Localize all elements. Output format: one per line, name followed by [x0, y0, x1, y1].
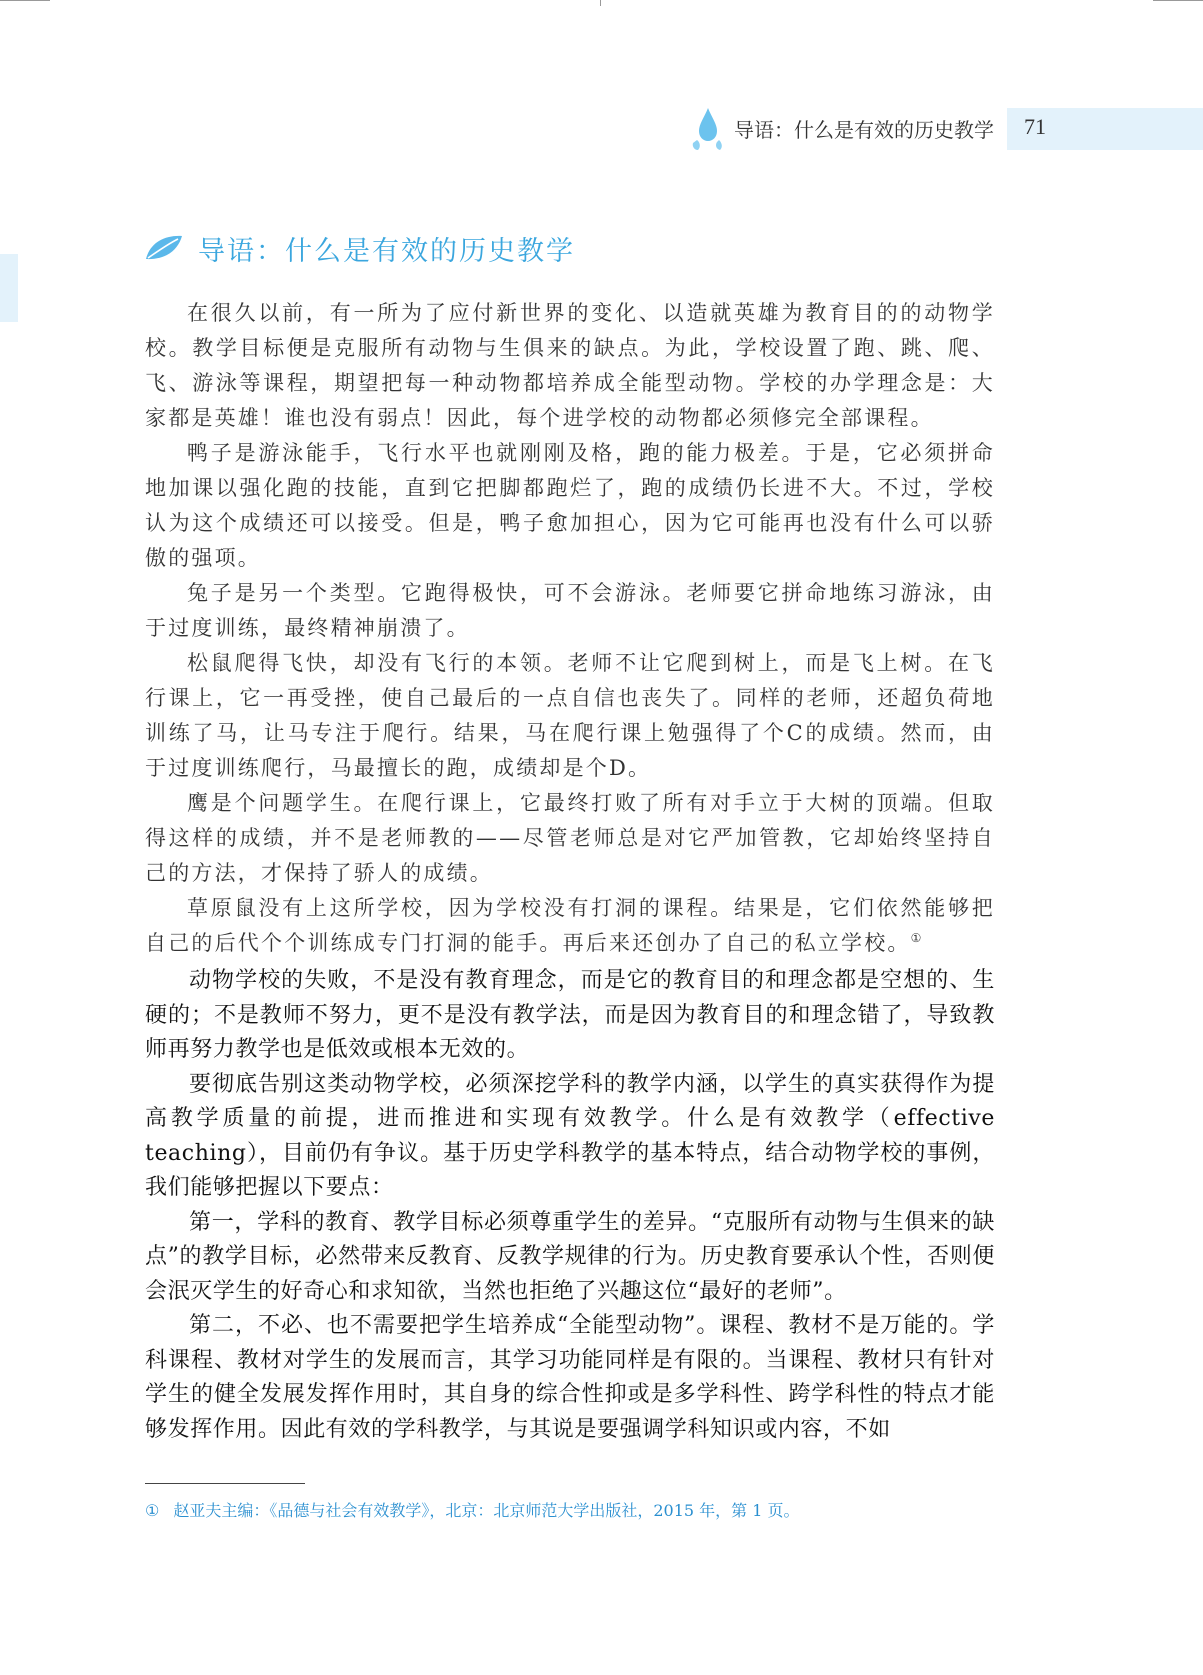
side-thumb-tab	[0, 254, 18, 322]
body-paragraph: 要彻底告别这类动物学校，必须深挖学科的教学内涵，以学生的真实获得作为提高教学质量的前提，进而推进和实现有效教学。什么是有效教学（effective teaching），目前仍有争议。基于历史学科教学的基本特点，结合动物学校的事例，我们能够把握以下要点：	[145, 1071, 995, 1200]
footnote-divider	[145, 1483, 305, 1484]
story-paragraph: 在很久以前，有一所为了应付新世界的变化、以造就英雄为教育目的的动物学校。教学目标便是克服所有动物与生俱来的缺点。为此，学校设置了跑、跳、爬、飞、游泳等课程，期望把每一种动物都培养成全能型动物。学校的办学理念是：大家都是英雄！谁也没有弱点！因此，每个进学校的动物都必须修完全部课程。	[145, 301, 995, 430]
story-passage	[145, 296, 995, 961]
body-paragraph: 第一，学科的教育、教学目标必须尊重学生的差异。“克服所有动物与生俱来的缺点”的教学目标，必然带来反教育、反教学规律的行为。历史教育要承认个性，否则便会泯灭学生的好奇心和求知欲，当然也拒绝了兴趣这位“最好的老师”。	[145, 1209, 995, 1304]
body-text	[145, 964, 995, 1447]
section-title: 导语：什么是有效的历史教学	[198, 235, 575, 267]
footnote-mark: ①	[145, 1501, 160, 1520]
story-paragraph-last	[145, 891, 995, 961]
crop-mark-center	[600, 0, 601, 6]
running-header-title: 导语：什么是有效的历史教学	[734, 118, 994, 142]
story-paragraph: 兔子是另一个类型。它跑得极快，可不会游泳。老师要它拼命地练习游泳，由于过度训练，最终精神崩溃了。	[145, 581, 995, 640]
section-heading	[144, 228, 575, 268]
crop-mark-left	[0, 0, 50, 1]
crop-mark-right	[1153, 0, 1203, 1]
water-drop-icon	[690, 106, 726, 152]
body-paragraph: 第二，不必、也不需要把学生培养成“全能型动物”。课程、教材不是万能的。学科课程、教材对学生的发展而言，其学习功能同样是有限的。当课程、教材只有针对学生的健全发展发挥作用时，其自身的综合性抑或是多学科性、跨学科性的特点才能够发挥作用。因此有效的学科教学，与其说是要强调学科知识或内容，不如	[145, 1313, 995, 1442]
story-paragraph: 鹰是个问题学生。在爬行课上，它最终打败了所有对手立于大树的顶端。但取得这样的成绩，并不是老师教的——尽管老师总是对它严加管教，它却始终坚持自己的方法，才保持了骄人的成绩。	[145, 791, 995, 885]
story-paragraph: 鸭子是游泳能手，飞行水平也就刚刚及格，跑的能力极差。于是，它必须拼命地加课以强化跑的技能，直到它把脚都跑烂了，跑的成绩仍长进不大。不过，学校认为这个成绩还可以接受。但是，鸭子愈加担心，因为它可能再也没有什么可以骄傲的强项。	[145, 441, 995, 570]
page-number: 71	[1024, 114, 1046, 139]
footnote-text: 赵亚夫主编：《品德与社会有效教学》，北京：北京师范大学出版社，2015 年，第 1 页。	[173, 1501, 800, 1520]
story-paragraph: 松鼠爬得飞快，却没有飞行的本领。老师不让它爬到树上，而是飞上树。在飞行课上，它一再受挫，使自己最后的一点自信也丧失了。同样的老师，还超负荷地训练了马，让马专注于爬行。结果，马在爬行课上勉强得了个C的成绩。然而，由于过度训练爬行，马最擅长的跑，成绩却是个D。	[145, 651, 995, 780]
leaf-icon	[144, 233, 184, 263]
body-paragraph: 动物学校的失败，不是没有教育理念，而是它的教育目的和理念都是空想的、生硬的；不是教师不努力，更不是没有教学法，而是因为教育目的和理念错了，导致教师再努力教学也是低效或根本无效的。	[145, 968, 995, 1062]
footnote-reference[interactable]: ①	[910, 931, 922, 945]
story-paragraph-text: 草原鼠没有上这所学校，因为学校没有打洞的课程。结果是，它们依然能够把自己的后代个个训练成专门打洞的能手。再后来还创办了自己的私立学校。	[145, 896, 995, 955]
footnote	[145, 1498, 800, 1521]
